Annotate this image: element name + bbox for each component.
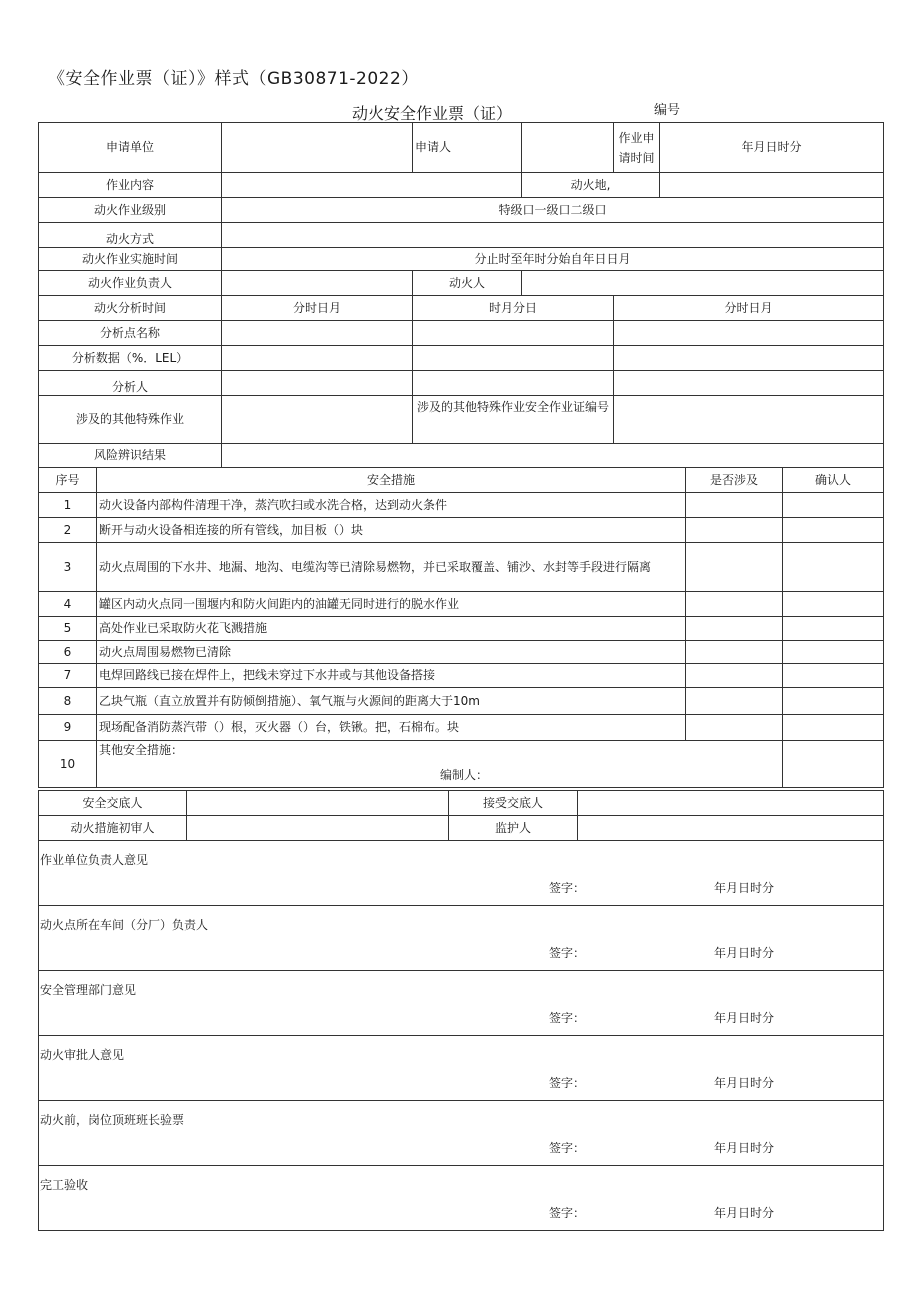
measure-text: 罐区内动火点同一围堰内和防火间距内的油罐无同时进行的脱水作业 (97, 592, 686, 617)
signature-block[interactable] (39, 971, 884, 1036)
applicant-field[interactable] (522, 123, 614, 173)
signature-block[interactable] (39, 1166, 884, 1231)
fire-period-value[interactable]: 分止时至年时分始自年日日月 (222, 248, 884, 271)
fire-location-label: 动火地, (522, 173, 660, 198)
analyst-1[interactable] (222, 371, 413, 396)
measure-involved-field[interactable] (686, 617, 783, 641)
measure-no: 8 (39, 688, 97, 715)
measure-involved-field[interactable] (686, 493, 783, 518)
confirmer-header: 确认人 (783, 468, 884, 493)
signature-label: 动火点所在车间（分厂）负责人 (40, 918, 209, 932)
measure-text: 断开与动火设备相连接的所有管线，加目板（）块 (97, 518, 686, 543)
analyst-2[interactable] (413, 371, 614, 396)
serial-number-label: 编号 (654, 103, 681, 118)
form-title: 动火安全作业票（证） (352, 104, 513, 123)
signature-block[interactable] (39, 1036, 884, 1101)
signature-date: 年月日时分 (714, 881, 775, 895)
other-measures-label: 其他安全措施： (99, 743, 184, 757)
fire-method-field[interactable] (222, 223, 884, 248)
analysis-data-label: 分析数据（%．LEL） (39, 346, 222, 371)
fire-person-field[interactable] (522, 271, 884, 296)
fire-period-label: 动火作业实施时间 (39, 248, 222, 271)
analysis-point-1[interactable] (222, 321, 413, 346)
signature-sign-label: 签字： (549, 881, 586, 895)
initial-reviewer-field[interactable] (187, 816, 449, 841)
involved-header: 是否涉及 (686, 468, 783, 493)
signature-block[interactable] (39, 1101, 884, 1166)
signature-date: 年月日时分 (714, 1076, 775, 1090)
fire-person-label: 动火人 (413, 271, 522, 296)
signature-date: 年月日时分 (714, 1206, 775, 1220)
signature-sign-label: 签字： (549, 1206, 586, 1220)
fire-location-field[interactable] (660, 173, 884, 198)
measure-no: 1 (39, 493, 97, 518)
apply-time-label: 作业申请时间 (614, 123, 660, 173)
analysis-time-2[interactable]: 时月分日 (413, 296, 614, 321)
fire-level-label: 动火作业级别 (39, 198, 222, 223)
fire-leader-field[interactable] (222, 271, 413, 296)
measure-involved-field[interactable] (686, 641, 783, 664)
other-special-no-field[interactable] (614, 396, 884, 444)
measure-no: 10 (39, 741, 97, 788)
measure-confirmer-field[interactable] (783, 688, 884, 715)
measure-text: 动火点周围的下水井、地漏、地沟、电缆沟等已清除易燃物，并已采取覆盖、铺沙、水封等手段进行隔离 (97, 543, 686, 592)
analysis-data-3[interactable] (614, 346, 884, 371)
other-special-label: 涉及的其他特殊作业 (39, 396, 222, 444)
signature-block[interactable] (39, 906, 884, 971)
measure-text: 动火设备内部构件清理干净，蒸汽吹扫或水洗合格，达到动火条件 (97, 493, 686, 518)
analysis-data-1[interactable] (222, 346, 413, 371)
measure-involved-field[interactable] (686, 592, 783, 617)
measure-involved-field[interactable] (686, 664, 783, 688)
measure-involved-field[interactable] (686, 543, 783, 592)
work-content-label: 作业内容 (39, 173, 222, 198)
measure-text: 乙块气瓶（直立放置并有防倾倒措施）、氧气瓶与火源间的距离大于10m (97, 688, 686, 715)
analysis-point-3[interactable] (614, 321, 884, 346)
measure-no: 9 (39, 715, 97, 741)
safety-briefer-field[interactable] (187, 791, 449, 816)
signature-label: 完工验收 (40, 1178, 89, 1192)
fire-leader-label: 动火作业负责人 (39, 271, 222, 296)
measure-confirmer-field[interactable] (783, 741, 884, 788)
receiver-label: 接受交底人 (449, 791, 578, 816)
signature-label: 动火前，岗位顶班班长验票 (40, 1113, 185, 1127)
analyst-label: 分析人 (39, 371, 222, 396)
measure-text: 电焊回路线已接在焊件上，把线未穿过下水井或与其他设备搭接 (97, 664, 686, 688)
application-info-table (38, 122, 884, 468)
measure-confirmer-field[interactable] (783, 518, 884, 543)
work-content-field[interactable] (222, 173, 522, 198)
measure-confirmer-field[interactable] (783, 543, 884, 592)
measure-header: 安全措施 (97, 468, 686, 493)
analysis-point-label: 分析点名称 (39, 321, 222, 346)
fire-method-label: 动火方式 (39, 223, 222, 248)
signature-date: 年月日时分 (714, 946, 775, 960)
measure-no: 7 (39, 664, 97, 688)
other-special-no-label: 涉及的其他特殊作业安全作业证编号 (413, 396, 614, 444)
apply-unit-field[interactable] (222, 123, 413, 173)
measure-involved-field[interactable] (686, 715, 783, 741)
signature-label: 作业单位负责人意见 (40, 853, 149, 867)
fire-level-options[interactable]: 特级口一级口二级口 (222, 198, 884, 223)
analysis-point-2[interactable] (413, 321, 614, 346)
measure-text: 高处作业已采取防火花飞溅措施 (97, 617, 686, 641)
measure-confirmer-field[interactable] (783, 592, 884, 617)
measure-no: 2 (39, 518, 97, 543)
handover-table (38, 790, 884, 841)
signature-label: 动火审批人意见 (40, 1048, 125, 1062)
editor-label: 编制人： (440, 768, 489, 782)
measure-confirmer-field[interactable] (783, 493, 884, 518)
guardian-field[interactable] (578, 816, 884, 841)
measure-confirmer-field[interactable] (783, 664, 884, 688)
measure-no: 3 (39, 543, 97, 592)
other-special-field[interactable] (222, 396, 413, 444)
applicant-label: 申请人 (413, 123, 522, 173)
analysis-time-label: 动火分析时间 (39, 296, 222, 321)
measure-no-header: 序号 (39, 468, 97, 493)
analysis-time-3[interactable]: 分时日月 (614, 296, 884, 321)
guardian-label: 监护人 (449, 816, 578, 841)
analysis-time-1[interactable]: 分时日月 (222, 296, 413, 321)
signature-label: 安全管理部门意见 (40, 983, 137, 997)
signature-date: 年月日时分 (714, 1141, 775, 1155)
measure-text: 动火点周围易燃物已清除 (97, 641, 686, 664)
apply-time-value[interactable]: 年月日时分 (660, 123, 884, 173)
signature-sign-label: 签字： (549, 1141, 586, 1155)
measure-involved-field[interactable] (686, 518, 783, 543)
document-title: 《安全作业票（证）》样式（GB30871-2022） (48, 69, 419, 89)
measure-no: 6 (39, 641, 97, 664)
measure-involved-field[interactable] (686, 688, 783, 715)
signature-sign-label: 签字： (549, 1076, 586, 1090)
measure-confirmer-field[interactable] (783, 715, 884, 741)
initial-reviewer-label: 动火措施初审人 (39, 816, 187, 841)
measure-text: 现场配备消防蒸汽带（）根，灭火器（）台，铁锹。把，石棉布。块 (97, 715, 686, 741)
signature-block[interactable] (39, 841, 884, 906)
measure-confirmer-field[interactable] (783, 617, 884, 641)
safety-measures-table (38, 467, 884, 788)
risk-result-field[interactable] (222, 444, 884, 468)
risk-result-label: 风险辨识结果 (39, 444, 222, 468)
measure-no: 4 (39, 592, 97, 617)
measure-no: 5 (39, 617, 97, 641)
apply-unit-label: 申请单位 (39, 123, 222, 173)
signature-sign-label: 签字： (549, 946, 586, 960)
analysis-data-2[interactable] (413, 346, 614, 371)
signature-date: 年月日时分 (714, 1011, 775, 1025)
signature-table (38, 840, 884, 1231)
safety-briefer-label: 安全交底人 (39, 791, 187, 816)
analyst-3[interactable] (614, 371, 884, 396)
receiver-field[interactable] (578, 791, 884, 816)
measure-confirmer-field[interactable] (783, 641, 884, 664)
signature-sign-label: 签字： (549, 1011, 586, 1025)
other-measures-cell[interactable] (97, 741, 783, 788)
